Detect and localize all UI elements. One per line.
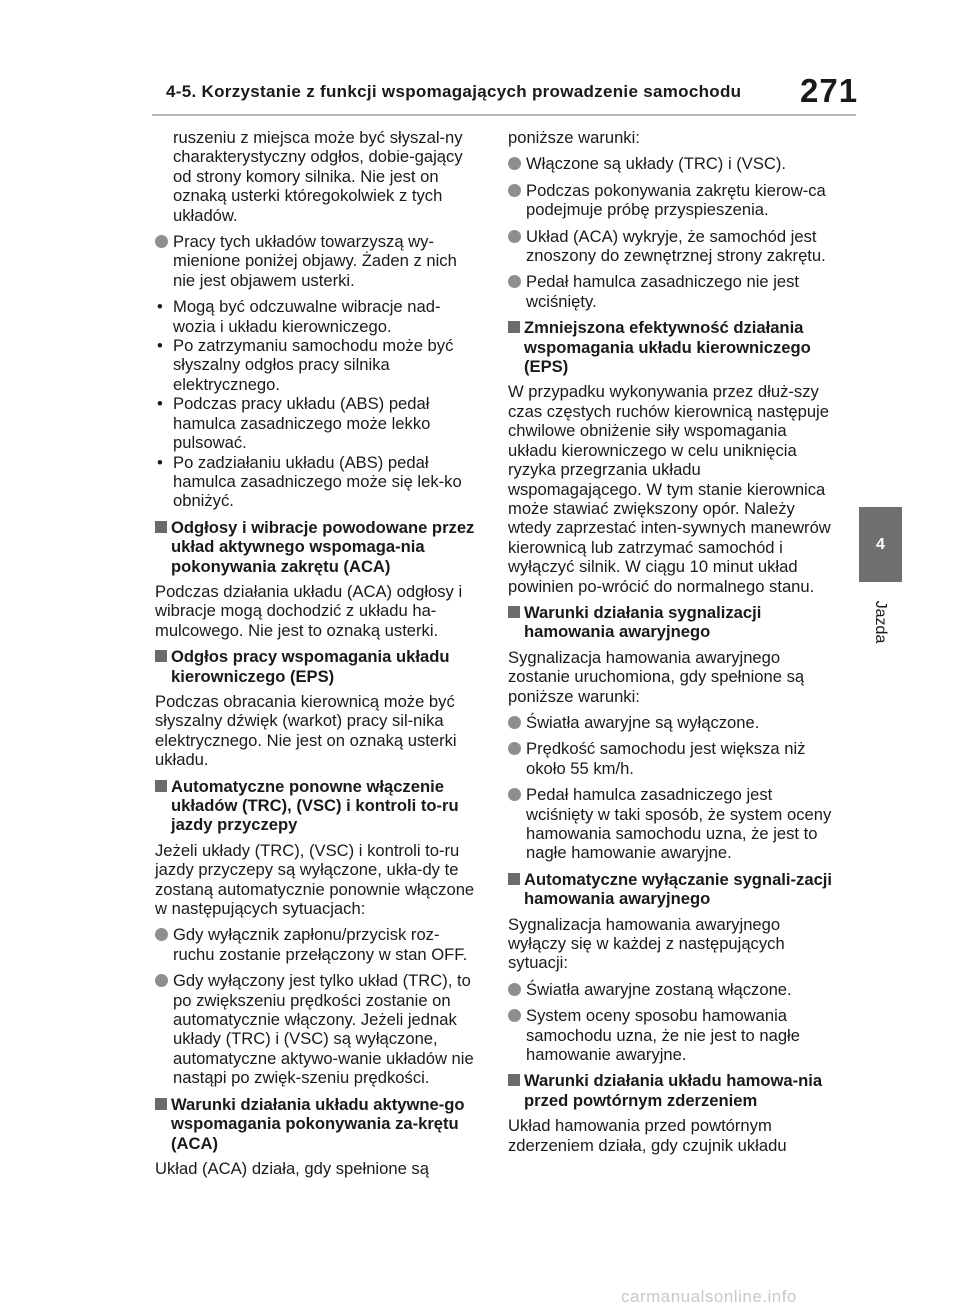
bullet-dot-icon — [155, 974, 168, 987]
heading-square-icon — [155, 1098, 167, 1110]
sub-bullet-icon: • — [157, 336, 163, 356]
section-heading — [155, 647, 479, 686]
bullet-text: Pedał hamulca zasadniczego jest wciśnięty w taki sposób, że system oceny hamowania samochodu uzna, że jest to nagłe hamowanie awaryjne. — [526, 785, 832, 863]
bullet-dot-icon — [508, 742, 521, 755]
sub-list-item — [155, 453, 479, 511]
chapter-tab: 4 — [859, 507, 902, 582]
sub-item-text: Po zadziałaniu układu (ABS) pedał hamulca zasadniczego może się lek-ko obniżyć. — [173, 452, 462, 511]
bullet-item — [508, 713, 833, 732]
bullet-item — [508, 785, 833, 863]
sub-list-item — [155, 336, 479, 394]
bullet-text: Prędkość samochodu jest większa niż około 55 km/h. — [526, 739, 806, 778]
heading-square-icon — [508, 1074, 520, 1086]
paragraph: poniższe warunki: — [508, 128, 640, 147]
paragraph: Układ hamowania przed powtórnym zderzeniem działa, gdy czujnik układu — [508, 1116, 787, 1155]
heading-text: Odgłosy i wibracje powodowane przez układ aktywnego wspomaga-nia pokonywania zakrętu (ACA) — [171, 517, 475, 576]
section-heading — [155, 1095, 479, 1153]
bullet-item — [508, 272, 833, 311]
bullet-text: Układ (ACA) wykryje, że samochód jest znoszony do zewnętrznej strony zakrętu. — [526, 226, 826, 266]
heading-text: Automatyczne wyłączanie sygnali-zacji hamowania awaryjnego — [524, 869, 833, 909]
paragraph: Układ (ACA) działa, gdy spełnione są — [155, 1158, 429, 1178]
paragraph: Sygnalizacja hamowania awaryjnego zostanie uruchomiona, gdy spełnione są poniższe warunki: — [508, 647, 805, 706]
bullet-text: System oceny sposobu hamowania samochodu uzna, że nie jest to nagłe hamowanie awaryjne. — [526, 1006, 800, 1065]
heading-square-icon — [508, 606, 520, 618]
bullet-item — [508, 739, 833, 778]
paragraph: Sygnalizacja hamowania awaryjnego wyłączy się w każdej z następujących sytuacji: — [508, 914, 785, 973]
bullet-dot-icon — [508, 230, 521, 243]
heading-text: Warunki działania sygnalizacji hamowania awaryjnego — [524, 602, 762, 642]
bullet-dot-icon — [508, 275, 521, 288]
heading-text: Automatyczne ponowne włączenie układów (TRC), (VSC) i kontroli to-ru jazdy przyczepy — [171, 776, 459, 835]
sub-list — [155, 297, 479, 510]
heading-text: Zmniejszona efektywność działania wspomagania układu kierowniczego (EPS) — [524, 318, 811, 377]
bullet-dot-icon — [155, 928, 168, 941]
heading-text: Odgłos pracy wspomagania układu kierowniczego (EPS) — [171, 647, 450, 686]
bullet-dot-icon — [155, 235, 168, 248]
page-number: 271 — [800, 72, 859, 109]
bullet-item — [508, 227, 833, 266]
header-divider — [152, 114, 856, 116]
bullet-item — [508, 1006, 833, 1064]
sub-bullet-icon: • — [157, 297, 163, 317]
section-heading — [508, 318, 833, 376]
bullet-text: Pedał hamulca zasadniczego nie jest wciśnięty. — [526, 272, 800, 311]
bullet-dot-icon — [508, 716, 521, 729]
heading-square-icon — [508, 873, 520, 885]
sub-bullet-icon: • — [157, 394, 163, 414]
bullet-item — [155, 971, 479, 1087]
section-heading — [508, 870, 833, 909]
bullet-text: Podczas pokonywania zakrętu kierow-ca podejmuje próbę przyspieszenia. — [526, 180, 826, 220]
bullet-text: Włączone są układy (TRC) i (VSC). — [526, 154, 787, 174]
heading-text: Warunki działania układu hamowa-nia przed powtórnym zderzeniem — [524, 1071, 823, 1110]
paragraph: Podczas obracania kierownicą może być słyszalny dźwięk (warkot) pracy sil-nika elektrycznego. Nie jest on oznaką usterki układu. — [155, 691, 457, 770]
bullet-dot-icon — [508, 788, 521, 801]
bullet-dot-icon — [508, 157, 521, 170]
paragraph: Jeżeli układy (TRC), (VSC) i kontroli to-ru jazdy przyczepy są wyłączone, ukła-dy te zostaną automatycznie ponownie włączone w następujących sytuacjach: — [155, 840, 475, 919]
bullet-item — [508, 154, 833, 173]
heading-square-icon — [155, 521, 167, 533]
sub-item-text: Podczas pracy układu (ABS) pedał hamulca zasadniczego może lekko pulsować. — [173, 394, 431, 453]
bullet-text: Światła awaryjne są wyłączone. — [526, 712, 760, 732]
bullet-dot-icon — [508, 184, 521, 197]
sub-list-item — [155, 297, 479, 336]
bullet-item — [508, 181, 833, 220]
sub-item-text: Mogą być odczuwalne wibracje nad-wozia i układu kierowniczego. — [173, 297, 441, 336]
bullet-text: Pracy tych układów towarzyszą wy-mienione poniżej objawy. Żaden z nich nie jest objawem usterki. — [173, 232, 457, 290]
paragraph: W przypadku wykonywania przez dłuż-szy czas częstych ruchów kierownicą następuje chwilowe obniżenie siły wspomagania układu kierowniczego w celu uniknięcia ryzyka przegrzania układu wspomagającego. W tym stanie kierownica może stawiać zwiększony opór. Należy wtedy zaprzestać inten-sywnych manewrów kierownicą lub zatrzymać samochód i wyłączyć silnik. W ciągu 10 minut układ powinien po-wrócić do normalnego stanu. — [508, 382, 831, 596]
heading-square-icon — [508, 321, 520, 333]
section-heading — [155, 777, 479, 835]
heading-text: Warunki działania układu aktywne-go wspomagania pokonywania za-krętu (ACA) — [171, 1094, 465, 1153]
section-heading — [508, 603, 833, 642]
left-column — [155, 128, 479, 1185]
paragraph: ruszeniu z miejsca może być słyszal-ny charakterystyczny odgłos, dobie-gający od strony komory silnika. Nie jest on oznaką usterki któregokolwiek z tych układów. — [173, 128, 463, 225]
bullet-item — [155, 232, 479, 290]
bullet-dot-icon — [508, 1009, 521, 1022]
sub-list-item — [155, 394, 479, 452]
bullet-text: Światła awaryjne zostaną włączone. — [526, 979, 792, 999]
bullet-item — [508, 980, 833, 999]
heading-square-icon — [155, 650, 167, 662]
right-column — [508, 128, 833, 1162]
paragraph: Podczas działania układu (ACA) odgłosy i wibracje mogą dochodzić z układu ha-mulcowego. Nie jest to oznaką usterki. — [155, 581, 463, 640]
bullet-text: Gdy wyłącznik zapłonu/przycisk roz-ruchu zostanie przełączony w stan OFF. — [173, 925, 468, 964]
section-heading — [155, 518, 479, 576]
section-heading — [508, 1071, 833, 1110]
bullet-dot-icon — [508, 983, 521, 996]
sub-item-text: Po zatrzymaniu samochodu może być słyszalny odgłos pracy silnika elektrycznego. — [173, 336, 454, 394]
bullet-text: Gdy wyłączony jest tylko układ (TRC), to po zwiększeniu prędkości zostanie on automatycznie włączony. Jeżeli jednak układy (TRC) i (VSC) są wyłączone, automatyczne aktywo-wanie układów nie nastąpi po zwięk-szeniu prędkości. — [173, 971, 474, 1088]
watermark: carmanualsonline.info — [621, 1287, 797, 1306]
chapter-label: Jazda — [872, 600, 889, 644]
bullet-item — [155, 925, 479, 964]
sub-bullet-icon: • — [157, 452, 163, 472]
heading-square-icon — [155, 780, 167, 792]
section-title: 4-5. Korzystanie z funkcji wspomagających prowadzenie samochodu — [166, 82, 742, 101]
